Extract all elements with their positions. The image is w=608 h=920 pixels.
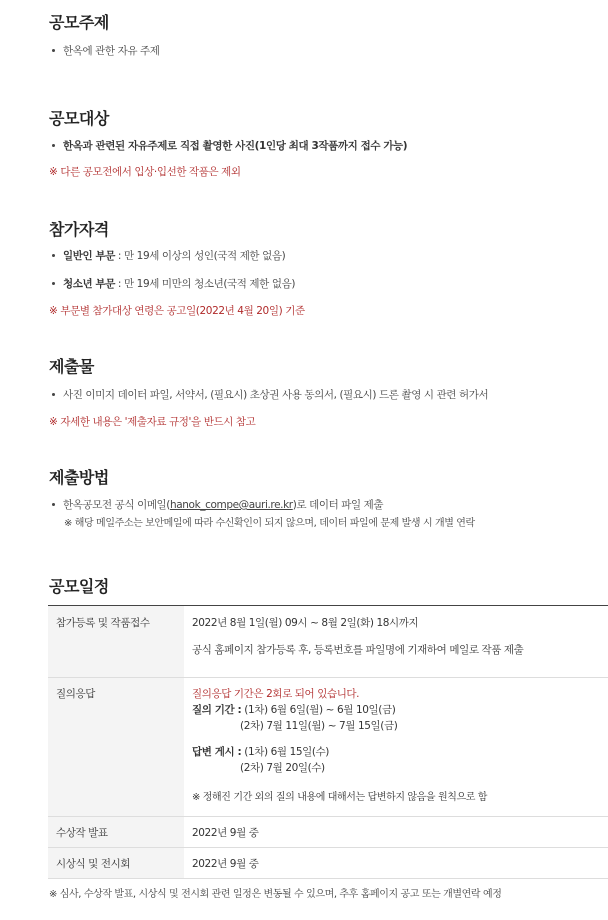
schedule-row-award <box>48 817 608 848</box>
registration-label-text: 참가등록 및 작품접수 <box>56 617 150 629</box>
eligibility-label-general: 일반인 부문 <box>63 250 115 262</box>
schedule-row-registration <box>48 606 608 678</box>
target-item <box>52 138 407 153</box>
eligibility-item-youth <box>52 276 295 291</box>
registration-line1: 2022년 8월 1일(월) 09시 ~ 8월 2일(화) 18시까지 <box>192 617 419 629</box>
schedule-label-award <box>48 817 184 847</box>
qa-answer-1: (1차) 6월 15일(수) <box>244 746 330 758</box>
method-item <box>52 497 383 512</box>
qa-line1: 질의응답 기간은 2회로 되어 있습니다. <box>192 688 360 700</box>
ceremony-label-text: 시상식 및 전시회 <box>56 858 131 870</box>
award-value: 2022년 9월 중 <box>192 827 259 839</box>
method-item-post: )로 데이터 파일 제출 <box>292 499 384 511</box>
bullet-dot <box>52 49 55 52</box>
bullet-dot <box>52 144 55 147</box>
submission-note: ※ 자세한 내용은 '제출자료 규정'을 반드시 참고 <box>49 416 256 428</box>
section-title-target: 공모대상 <box>49 109 109 128</box>
method-item-pre: 한옥공모전 공식 이메일( <box>63 499 171 511</box>
schedule-table <box>48 605 608 879</box>
qa-question-2: (2차) 7월 11일(월) ~ 7월 15일(금) <box>240 720 398 732</box>
schedule-value-qa <box>184 678 608 816</box>
eligibility-label-youth: 청소년 부문 <box>63 278 115 290</box>
qa-label-text: 질의응답 <box>56 688 95 700</box>
award-label-text: 수상작 발표 <box>56 827 108 839</box>
ceremony-value: 2022년 9월 중 <box>192 858 259 870</box>
section-title-schedule: 공모일정 <box>49 577 109 596</box>
qa-question-1: (1차) 6월 6일(월) ~ 6월 10일(금) <box>244 704 396 716</box>
eligibility-note: ※ 부문별 참가대상 연령은 공고일(2022년 4월 20일) 기준 <box>49 305 305 317</box>
topic-item-text: 한옥에 관한 자유 주제 <box>63 45 160 57</box>
registration-line2: 공식 홈페이지 참가등록 후, 등록번호를 파일명에 기재하여 메일로 작품 제출 <box>192 644 524 656</box>
schedule-value-ceremony <box>184 848 608 878</box>
section-title-topic: 공모주제 <box>49 13 109 32</box>
schedule-footnote: ※ 심사, 수상작 발표, 시상식 및 전시회 관련 일정은 변동될 수 있으며, 추후 홈페이지 공고 또는 개별연락 예정 <box>49 889 502 900</box>
bullet-dot <box>52 254 55 257</box>
qa-answer-block <box>192 744 329 759</box>
target-item-text: 한옥과 관련된 자유주제로 직접 촬영한 사진(1인당 최대 3작품까지 접수 가능) <box>63 140 408 152</box>
eligibility-text-youth: : 만 19세 미만의 청소년(국적 제한 없음) <box>114 278 296 290</box>
qa-note: ※ 정해진 기간 외의 질의 내용에 대해서는 답변하지 않음을 원칙으로 함 <box>192 792 488 803</box>
schedule-label-qa <box>48 678 184 816</box>
schedule-value-registration <box>184 606 608 677</box>
bullet-dot <box>52 282 55 285</box>
email-link[interactable]: hanok_compe@auri.re.kr <box>170 499 293 511</box>
schedule-row-qa <box>48 678 608 817</box>
schedule-value-award <box>184 817 608 847</box>
schedule-label-ceremony <box>48 848 184 878</box>
schedule-row-ceremony <box>48 848 608 879</box>
qa-answer-2: (2차) 7월 20일(수) <box>240 762 325 774</box>
qa-question-label: 질의 기간 : <box>192 704 242 716</box>
qa-question-block <box>192 702 395 717</box>
submission-item-text: 사진 이미지 데이터 파일, 서약서, (필요시) 초상권 사용 동의서, (필요시) 드론 촬영 시 관련 허가서 <box>63 389 489 401</box>
schedule-label-registration <box>48 606 184 677</box>
bullet-dot <box>52 393 55 396</box>
section-title-method: 제출방법 <box>49 468 109 487</box>
eligibility-item-general <box>52 248 285 263</box>
method-subnote: ※ 해당 메일주소는 보안메일에 따라 수신확인이 되지 않으며, 데이터 파일에 문제 발생 시 개별 연락 <box>64 518 475 529</box>
bullet-dot <box>52 503 55 506</box>
section-title-submission: 제출물 <box>49 357 94 376</box>
target-note: ※ 다른 공모전에서 입상·입선한 작품은 제외 <box>49 166 241 178</box>
topic-item <box>52 43 160 58</box>
submission-item <box>52 387 488 402</box>
eligibility-text-general: : 만 19세 이상의 성인(국적 제한 없음) <box>114 250 286 262</box>
section-title-eligibility: 참가자격 <box>49 220 109 239</box>
qa-answer-label: 답변 게시 : <box>192 746 242 758</box>
